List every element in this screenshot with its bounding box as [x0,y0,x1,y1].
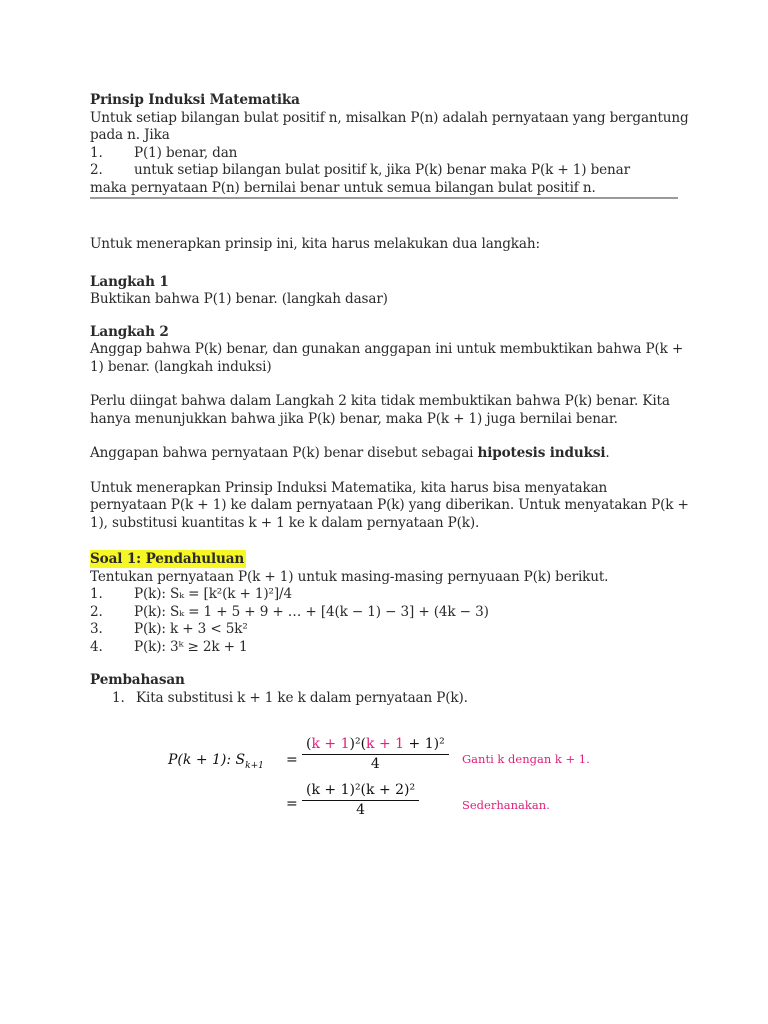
problem-text: Tentukan pernyataan P(k + 1) untuk masing-masing pernyuaan P(k) berikut. [90,568,609,585]
problem-item-text: P(k): k + 3 < 5k² [134,621,248,637]
math-fraction-2-denominator: 4 [356,802,366,818]
problem-item [90,586,690,604]
math-fraction-2-numerator: (k + 1)²(k + 2)² [306,782,416,798]
hypothesis-term: hipotesis induksi [477,445,606,461]
step1-title: Langkah 1 [90,273,169,290]
math-fraction-2 [302,782,419,818]
note-line-1: Perlu diingat bahwa dalam Langkah 2 kita tidak membuktikan bahwa P(k) benar. Kita [90,393,670,409]
note-line-2: hanya menunjukkan bahwa jika P(k) benar, maka P(k + 1) juga bernilai benar. [90,410,618,427]
math-text: ( [306,736,312,752]
math-equals-2: = [286,796,298,812]
solution-item-number: 1. [112,689,125,706]
apply-line-3: 1), substitusi kuantitas k + 1 ke k dalam pernyataan P(k). [90,514,480,531]
problem-item-number: 2. [90,603,103,620]
math-fraction-1-denominator: 4 [370,756,380,772]
math-text: )²( [349,736,367,752]
theorem-item-text: untuk setiap bilangan bulat positif k, jika P(k) benar maka P(k + 1) benar [134,162,630,178]
problem-item-text: P(k): 3ᵏ ≥ 2k + 1 [134,638,248,655]
math-fraction-1 [302,736,449,772]
step2-title: Langkah 2 [90,323,169,340]
hypothesis-after: . [605,445,610,461]
theorem-item-text: P(1) benar, dan [134,144,238,161]
theorem-item-2 [90,162,690,180]
problem-item [90,604,690,622]
apply-line-1: Untuk menerapkan Prinsip Induksi Matematika, kita harus bisa menyatakan [90,479,608,496]
hypothesis-text [90,445,690,463]
theorem-line-2: pada n. Jika [90,127,170,143]
theorem-item-1 [90,145,690,163]
math-note-2: Sederhanakan. [462,798,550,812]
solution-title: Pembahasan [90,672,185,688]
document-body [90,92,690,707]
problem-item-number: 3. [90,621,103,637]
problem-item-number: 4. [90,638,103,655]
math-lhs-text: P(k + 1): S [168,752,246,768]
theorem-conclusion: maka pernyataan P(n) bernilai benar untuk semua bilangan bulat positif n. [90,179,596,196]
problem-item [90,639,690,657]
theorem-item-number: 1. [90,144,103,161]
problem-item-number: 1. [90,586,103,602]
hypothesis-before: Anggapan bahwa pernyataan P(k) benar disebut sebagai [90,445,478,461]
apply-line-2: pernyataan P(k + 1) ke dalam pernyataan P(k) yang diberikan. Untuk menyatakan P(k + [90,497,689,513]
math-note-1: Ganti k dengan k + 1. [462,752,590,766]
step1-text: Buktikan bahwa P(1) benar. (langkah dasar) [90,291,388,307]
math-text: + 1)² [404,736,445,752]
problem-item-text: P(k): Sₖ = 1 + 5 + 9 + … + [4(k − 1) − 3] + (4k − 3) [134,603,489,620]
step2-line-2: 1) benar. (langkah induksi) [90,358,272,375]
solution-item-text: Kita substitusi k + 1 ke k dalam pernyataan P(k). [136,689,468,706]
step2-line-1: Anggap bahwa P(k) benar, dan gunakan anggapan ini untuk membuktikan bahwa P(k + [90,341,684,357]
math-fraction-1-numerator [302,736,449,754]
math-equals-1: = [286,752,298,768]
math-lhs-subscript: k+1 [245,760,264,771]
problem-item [90,621,690,639]
intro-text: Untuk menerapkan prinsip ini, kita harus melakukan dua langkah: [90,236,540,252]
math-highlight: k + 1 [366,736,405,752]
theorem-item-number: 2. [90,162,103,178]
math-lhs [168,752,264,771]
solution-item [90,690,690,708]
math-derivation [160,734,630,830]
problem-item-text: P(k): Sₖ = [k²(k + 1)²]/4 [134,586,292,602]
theorem-title: Prinsip Induksi Matematika [90,92,300,108]
problem-title: Soal 1: Pendahuluan [90,551,245,567]
problem-title-row [90,551,690,569]
math-highlight: k + 1 [311,736,350,752]
theorem-line-1: Untuk setiap bilangan bulat positif n, misalkan P(n) adalah pernyataan yang bergantung [90,109,689,126]
